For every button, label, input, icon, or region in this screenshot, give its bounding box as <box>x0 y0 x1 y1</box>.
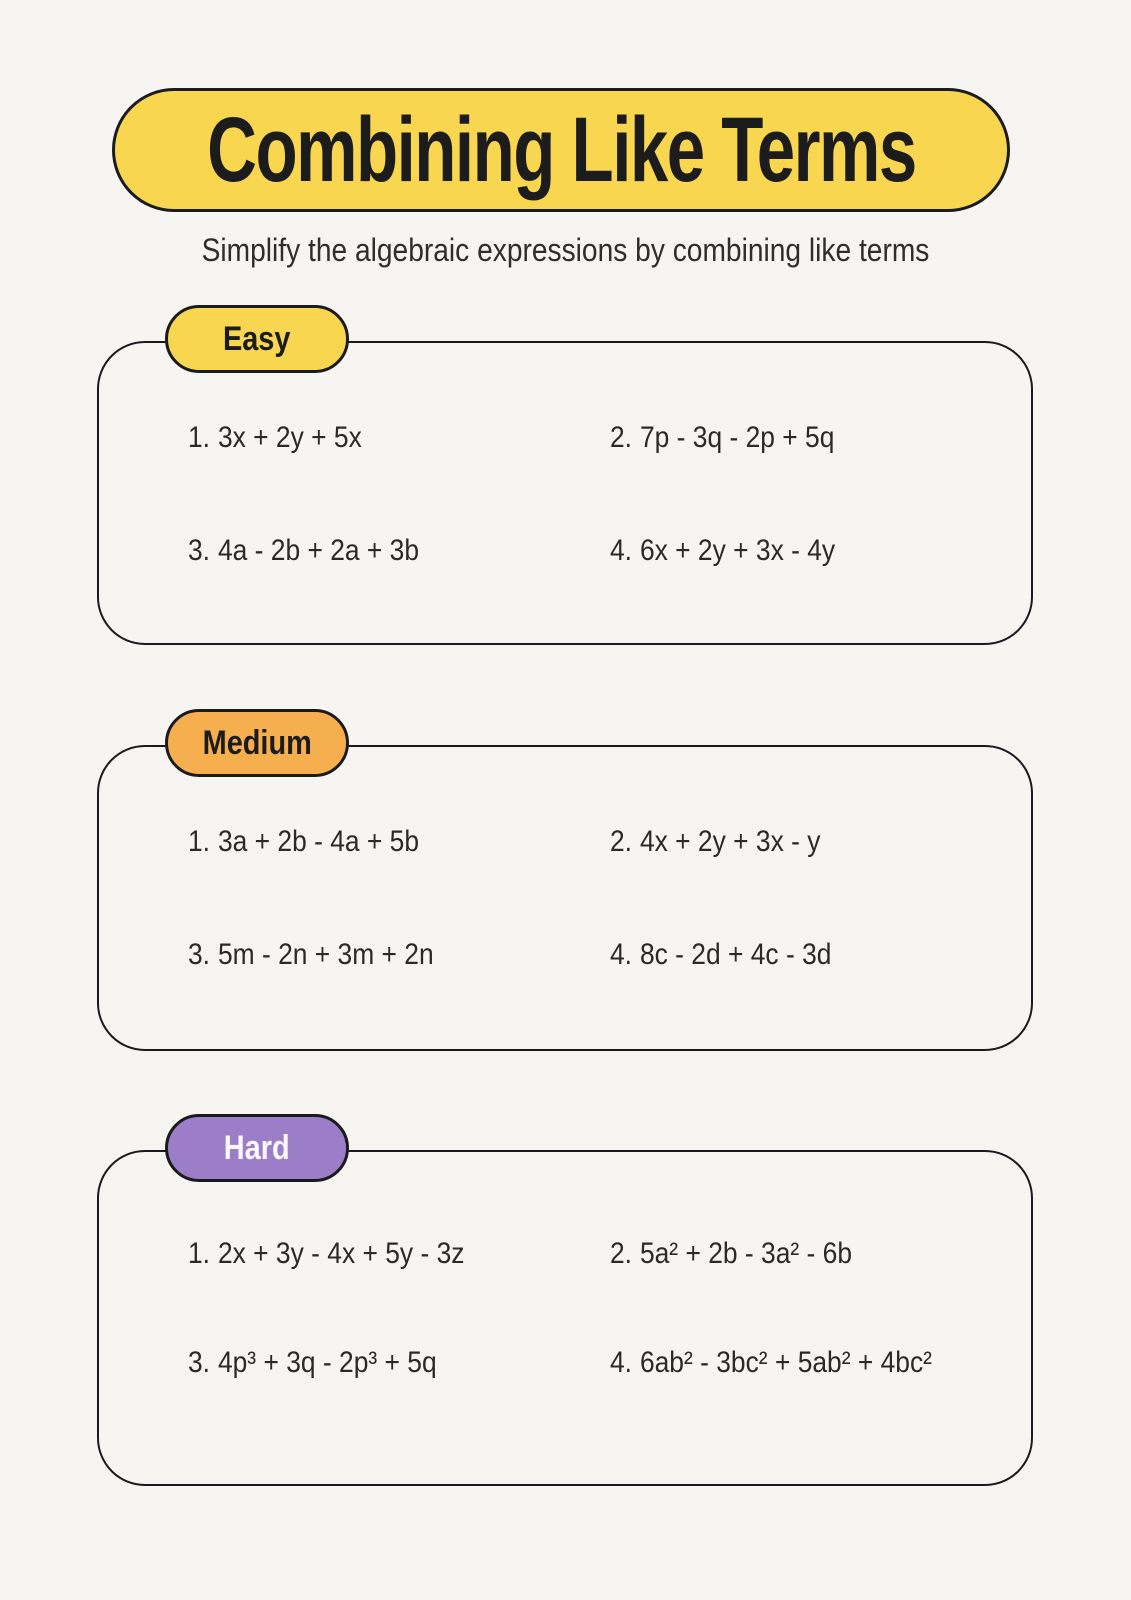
problem-number: 2. <box>610 1237 633 1270</box>
problem-number: 3. <box>188 1346 211 1379</box>
title-banner <box>112 88 1010 212</box>
section-hard <box>97 1129 1033 1486</box>
badge-easy <box>165 305 349 373</box>
problem-number: 3. <box>188 534 211 567</box>
problem-easy-2 <box>610 420 834 456</box>
page-subtitle: Simplify the algebraic expressions by combining like terms <box>201 232 930 268</box>
problem-medium-2 <box>610 824 820 860</box>
problem-expression: 6x + 2y + 3x - 4y <box>639 534 836 567</box>
badge-hard-label: Hard <box>224 1129 290 1167</box>
problem-easy-4 <box>610 533 835 569</box>
problem-expression: 8c - 2d + 4c - 3d <box>639 938 832 971</box>
problem-number: 4. <box>610 938 633 971</box>
problem-expression: 4x + 2y + 3x - y <box>639 825 821 858</box>
problem-number: 2. <box>610 825 633 858</box>
page-title: Combining Like Terms <box>206 99 916 201</box>
problem-hard-1 <box>188 1236 464 1272</box>
problem-expression: 5m - 2n + 3m + 2n <box>217 938 434 971</box>
problem-expression: 6ab² - 3bc² + 5ab² + 4bc² <box>639 1346 932 1379</box>
problem-number: 1. <box>188 421 211 454</box>
badge-hard <box>165 1114 349 1182</box>
problem-number: 4. <box>610 534 633 567</box>
problem-number: 1. <box>188 825 211 858</box>
problem-easy-3 <box>188 533 419 569</box>
problem-medium-4 <box>610 937 831 973</box>
section-medium <box>97 724 1033 1051</box>
badge-medium <box>165 709 349 777</box>
problem-expression: 3a + 2b - 4a + 5b <box>217 825 420 858</box>
problem-hard-2 <box>610 1236 852 1272</box>
problem-expression: 3x + 2y + 5x <box>217 421 362 454</box>
problem-expression: 2x + 3y - 4x + 5y - 3z <box>217 1237 465 1270</box>
problem-number: 4. <box>610 1346 633 1379</box>
badge-easy-label: Easy <box>223 320 291 358</box>
section-easy <box>97 320 1033 645</box>
problem-number: 3. <box>188 938 211 971</box>
problem-expression: 7p - 3q - 2p + 5q <box>639 421 835 454</box>
problem-hard-4 <box>610 1345 932 1381</box>
badge-medium-label: Medium <box>202 724 312 762</box>
problem-medium-1 <box>188 824 419 860</box>
problem-medium-3 <box>188 937 434 973</box>
problem-number: 1. <box>188 1237 211 1270</box>
problem-number: 2. <box>610 421 633 454</box>
problem-expression: 4a - 2b + 2a + 3b <box>217 534 420 567</box>
problem-expression: 4p³ + 3q - 2p³ + 5q <box>217 1346 437 1379</box>
problem-expression: 5a² + 2b - 3a² - 6b <box>639 1237 852 1270</box>
problem-hard-3 <box>188 1345 437 1381</box>
problem-easy-1 <box>188 420 362 456</box>
